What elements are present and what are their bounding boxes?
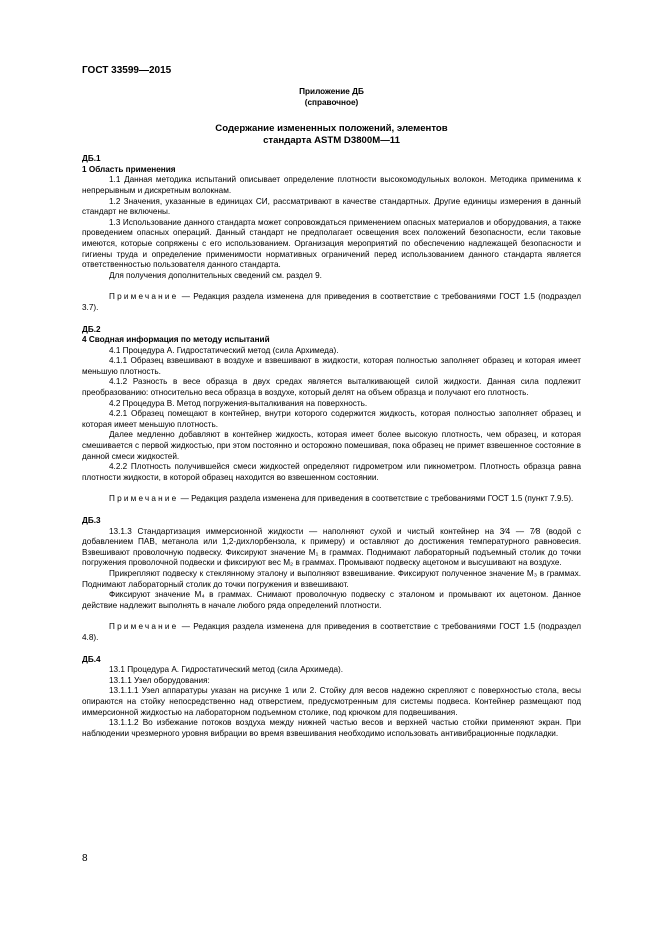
annex-subtitle: (справочное): [304, 97, 359, 107]
note-label: Примечание: [109, 494, 179, 504]
note-text: — Редакция раздела изменена для приведения в соответствие с требованиями ГОСТ 1.5 (пункт 7.9.5).: [178, 494, 574, 504]
note-label: Примечание: [109, 292, 179, 302]
note: [82, 292, 581, 313]
paragraph: 1.3 Использование данного стандарта может сопровождаться применением опасных материалов и оборудования, а также проведением опасных операций. Данный стандарт не предполагает освещения всех положений безопасности, если таковые имеются, которые сопряжены с его использованием. Организация мероприятий по обеспечению надлежащей безопасности и гигиены труда и определение применимости нормативных ограничений перед использованием данного стандарта является ответственностью пользователя данного стандарта.: [82, 217, 581, 270]
section-heading: 1 Область применения: [82, 164, 176, 174]
document-title-line2: стандарта ASTM D3800M—11: [263, 135, 400, 147]
paragraph: Далее медленно добавляют в контейнер жидкость, которая имеет более высокую плотность, чем образец, и которая смешивается с первой жидкостью, при этом постоянно и осторожно помешивая, пока образец не примет взвешенное состояние в данной смеси жидкостей.: [82, 430, 581, 461]
note: [82, 622, 581, 643]
paragraph: 1.1 Данная методика испытаний описывает определение плотности высокомодульных волокон. Методика применима к непрерывным и дискретным волокнам.: [82, 175, 581, 195]
note-label: Примечание: [109, 622, 179, 632]
section-db4: [82, 655, 581, 740]
section-code: ДБ.1: [82, 154, 101, 164]
paragraph: Для получения дополнительных сведений см. раздел 9.: [109, 270, 322, 280]
paragraph: 13.1.1.2 Во избежание потоков воздуха между нижней частью весов и верхней частью стойки применяют экран. При наблюдении чрезмерного уровня вибрации во время взвешивания необходимо использовать антивибрационные подкладки.: [82, 718, 581, 738]
standard-header: ГОСТ 33599—2015: [82, 65, 172, 76]
paragraph: 4.1.1 Образец взвешивают в воздухе и взвешивают в жидкости, которая полностью заполняет образец и которая имеет меньшую плотность.: [82, 356, 581, 376]
section-heading: 4 Сводная информация по методу испытаний: [82, 335, 270, 345]
paragraph: 13.1 Процедура А. Гидростатический метод (сила Архимеда).: [109, 665, 344, 675]
document-title-line1: Содержание измененных положений, элементов: [215, 123, 448, 135]
section-db2: [82, 325, 581, 506]
paragraph: 4.1.2 Разность в весе образца в двух средах является выталкивающей силой жидкости. Данная сила подлежит преобразованию: относительно веса образца в воздухе, который делят на объем образца и получают его плотность.: [82, 377, 581, 398]
section-code: ДБ.4: [82, 654, 101, 664]
page-content: [82, 87, 581, 739]
paragraph: Фиксируют значение M₄ в граммах. Снимают проволочную подвеску с эталоном и промывают их ацетоном. Данное действие надлежит выполнять в начале любого ряда определений плотности.: [82, 590, 581, 610]
paragraph: 13.1.3 Стандартизация иммерсионной жидкости — наполняют сухой и чистый контейнер на 3⁄4 — 7⁄8 (водой с добавлением ПАВ, метанола или 1,2-дихлорбензола, к примеру) и оставляют до достижения температурного равновесия. Взвешивают проволочную подвеску. Фиксируют значение M₁ в граммах. Поднимают лабораторный подъемный столик до точки погружения проволочной подвески и фиксируют вес M₂ в граммах. Промывают подвеску ацетоном и высушивают на воздухе.: [82, 526, 581, 568]
page-number: 8: [82, 853, 88, 864]
section-db1: [82, 154, 581, 313]
note-text: — Редакция раздела изменена для приведения в соответствие с требованиями ГОСТ 1.5 (подраздел 4.8).: [82, 622, 581, 642]
annex-title: Приложение ДБ: [299, 87, 364, 96]
paragraph: 4.2.1 Образец помещают в контейнер, внутри которого содержится жидкость, которая полностью заполняет образец и которая имеет меньшую плотность.: [82, 409, 581, 429]
section-code: ДБ.3: [82, 516, 101, 525]
paragraph: 1.2 Значения, указанные в единицах СИ, рассматривают в качестве стандартных. Другие единицы измерения в данный стандарт не включены.: [82, 196, 581, 217]
paragraph: Прикрепляют подвеску к стеклянному эталону и выполняют взвешивание. Фиксируют полученное значение M₃ в граммах. Поднимают лабораторный столик до точки погружения и взвешивают.: [82, 568, 581, 589]
paragraph: 4.1 Процедура А. Гидростатический метод (сила Архимеда).: [109, 345, 339, 355]
paragraph: 13.1.1.1 Узел аппаратуры указан на рисунке 1 или 2. Стойку для весов надежно скрепляют с поверхностью стола, весы опираются на стойку непосредственно над отверстием, предусмотренным для системы подвеса. Контейнер размещают под иммерсионной жидкостью на лабораторном подъемном столике, под крючком для подвешивания.: [82, 686, 581, 717]
paragraph: 4.2.2 Плотность получившейся смеси жидкостей определяют гидрометром или пикнометром. Плотность образца равна плотности жидкости, в которой образец находится во взвешенном состоянии.: [82, 462, 581, 482]
paragraph: 4.2 Процедура В. Метод погружения-выталкивания на поверхность.: [109, 398, 368, 408]
paragraph: 13.1.1 Узел оборудования:: [109, 675, 210, 685]
section-db3: [82, 516, 581, 644]
document-title: [82, 123, 581, 147]
note: [82, 494, 581, 505]
note-text: — Редакция раздела изменена для приведения в соответствие с требованиями ГОСТ 1.5 (подраздел 3.7).: [82, 292, 581, 312]
section-code: ДБ.2: [82, 324, 101, 334]
